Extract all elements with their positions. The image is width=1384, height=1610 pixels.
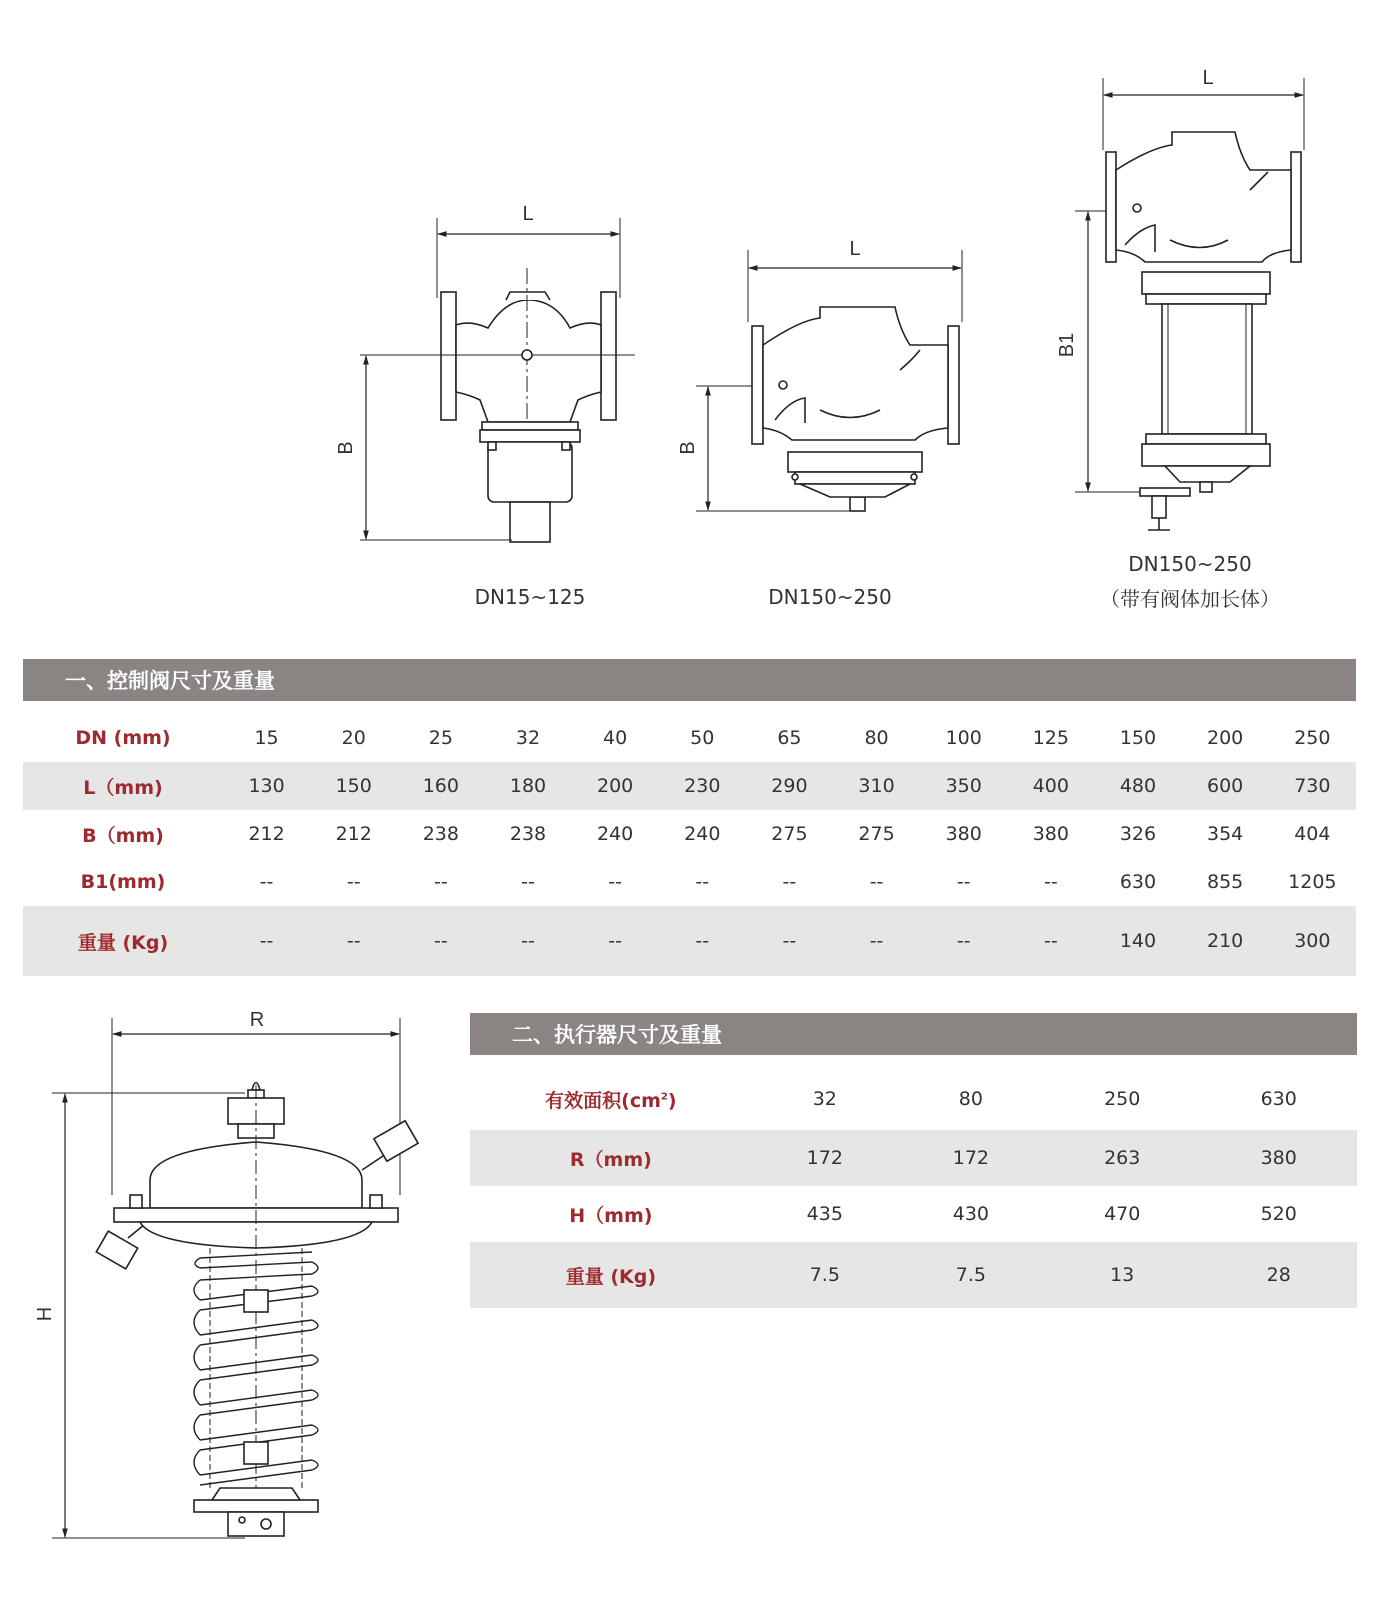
table-cell: -- [920,906,1007,976]
caption-dn150-250: DN150~250 [768,585,892,609]
table-cell: -- [1043,871,1058,893]
table-cell: 150 [1119,727,1157,749]
table-cell: 275 [771,823,808,845]
table-cell: -- [1007,906,1094,976]
table-cell: 25 [428,727,453,749]
table-cell: -- [310,906,397,976]
dim-l-label: L [522,203,534,225]
actuator-dimension-table [470,1068,1357,1308]
table-cell: -- [433,871,448,893]
table-cell: 80 [958,1088,983,1110]
table-cell: -- [659,906,746,976]
table-cell: 7.5 [898,1242,1044,1308]
actuator-drawing [0,990,460,1550]
table-cell: 855 [1206,871,1244,893]
table-cell: 1205 [1288,871,1337,893]
table-cell: 600 [1182,762,1269,810]
table-cell: 354 [1206,823,1244,845]
table-cell: -- [572,906,659,976]
table-cell: 300 [1269,906,1356,976]
table-cell: 28 [1200,1242,1357,1308]
table-row [470,1186,1357,1242]
row-header: H（mm) [569,1204,653,1227]
table-row [23,906,1356,976]
table-cell: 380 [945,823,982,845]
table-cell: 212 [248,823,285,845]
valve-drawing-extended [1056,67,1304,530]
table-row [23,810,1356,858]
table-cell: 400 [1007,762,1094,810]
table-cell: 326 [1119,823,1157,845]
table-cell: -- [869,871,884,893]
table-cell: 13 [1044,1242,1201,1308]
table-cell: 240 [597,823,634,845]
table-cell: 160 [397,762,484,810]
table-cell: -- [259,871,274,893]
table-cell: 250 [1294,727,1331,749]
row-header: B1(mm) [80,871,166,893]
table-row [23,714,1356,762]
table-cell: 240 [684,823,721,845]
table-cell: 404 [1294,823,1331,845]
table-cell: 40 [603,727,628,749]
table-row [470,1242,1357,1308]
table-cell: 730 [1269,762,1356,810]
table-cell: 480 [1094,762,1181,810]
table-cell: 210 [1182,906,1269,976]
actuator-table-heading: 二、执行器尺寸及重量 [470,1013,1357,1055]
caption-dn15-125: DN15~125 [474,585,586,609]
dim-l-label: L [849,238,861,260]
table-cell: 263 [1044,1130,1201,1186]
caption-extended-note: （带有阀体加长体） [1100,587,1280,611]
valve-table-heading: 一、控制阀尺寸及重量 [23,659,1356,701]
caption-dn150-250-extended: DN150~250 [1128,552,1252,576]
table-cell: 350 [920,762,1007,810]
table-row [23,858,1356,906]
table-cell: 172 [752,1130,898,1186]
table-cell: 630 [1119,871,1157,893]
table-cell: -- [956,871,971,893]
valve-dimension-table [23,714,1356,976]
table-cell: 430 [952,1203,990,1225]
row-header-effective-area: 有效面积$(cm^2)$ [545,1089,677,1112]
table-cell: -- [746,906,833,976]
table-cell: 520 [1260,1203,1297,1225]
table-cell: 100 [945,727,982,749]
table-cell: -- [833,906,920,976]
table-cell: 250 [1104,1088,1141,1110]
table-cell: 32 [812,1088,837,1110]
table-cell: 7.5 [752,1242,898,1308]
table-row [23,762,1356,810]
table-cell: 80 [864,727,889,749]
table-cell: 130 [223,762,310,810]
table-cell: 290 [746,762,833,810]
valve-drawing-small [335,203,635,542]
row-header: 重量 (Kg) [470,1242,752,1308]
dim-h-label: H [34,1306,56,1322]
table-cell: 15 [254,727,279,749]
table-cell: 150 [310,762,397,810]
row-header: 重量 (Kg) [23,906,223,976]
row-header: R（mm) [470,1130,752,1186]
table-cell: -- [346,871,361,893]
row-header: B（mm) [82,824,164,847]
table-cell: -- [397,906,484,976]
table-cell: 380 [1032,823,1069,845]
table-cell: 180 [484,762,571,810]
dim-b-label: B [677,441,699,455]
table-cell: -- [521,871,535,893]
table-row [470,1130,1357,1186]
table-cell: 212 [335,823,372,845]
row-header: DN (mm) [75,727,171,749]
table-cell: 470 [1104,1203,1141,1225]
table-cell: 230 [659,762,746,810]
table-cell: 140 [1094,906,1181,976]
table-cell: -- [695,871,710,893]
dim-b-label: B [335,441,357,455]
table-cell: -- [608,871,622,893]
table-cell: 238 [422,823,459,845]
dim-l-label: L [1202,67,1214,89]
table-cell: 172 [898,1130,1044,1186]
table-cell: 200 [1206,727,1244,749]
table-cell: -- [782,871,797,893]
table-cell: 238 [509,823,547,845]
table-cell: 200 [572,762,659,810]
table-cell: 275 [858,823,895,845]
table-cell: -- [223,906,310,976]
table-cell: -- [484,906,571,976]
valve-drawings [0,0,1384,640]
table-cell: 65 [777,727,802,749]
dim-b1-label: B1 [1056,332,1078,358]
table-cell: 32 [515,727,541,749]
table-cell: 20 [341,727,366,749]
table-cell: 50 [690,727,715,749]
table-cell: 380 [1200,1130,1357,1186]
valve-drawing-large [677,238,962,511]
table-cell: 125 [1032,727,1069,749]
dim-r-label: R [249,1009,265,1031]
table-cell: 630 [1260,1088,1297,1110]
row-header: L（mm) [23,762,223,810]
table-cell: 435 [806,1203,843,1225]
table-cell: 310 [833,762,920,810]
